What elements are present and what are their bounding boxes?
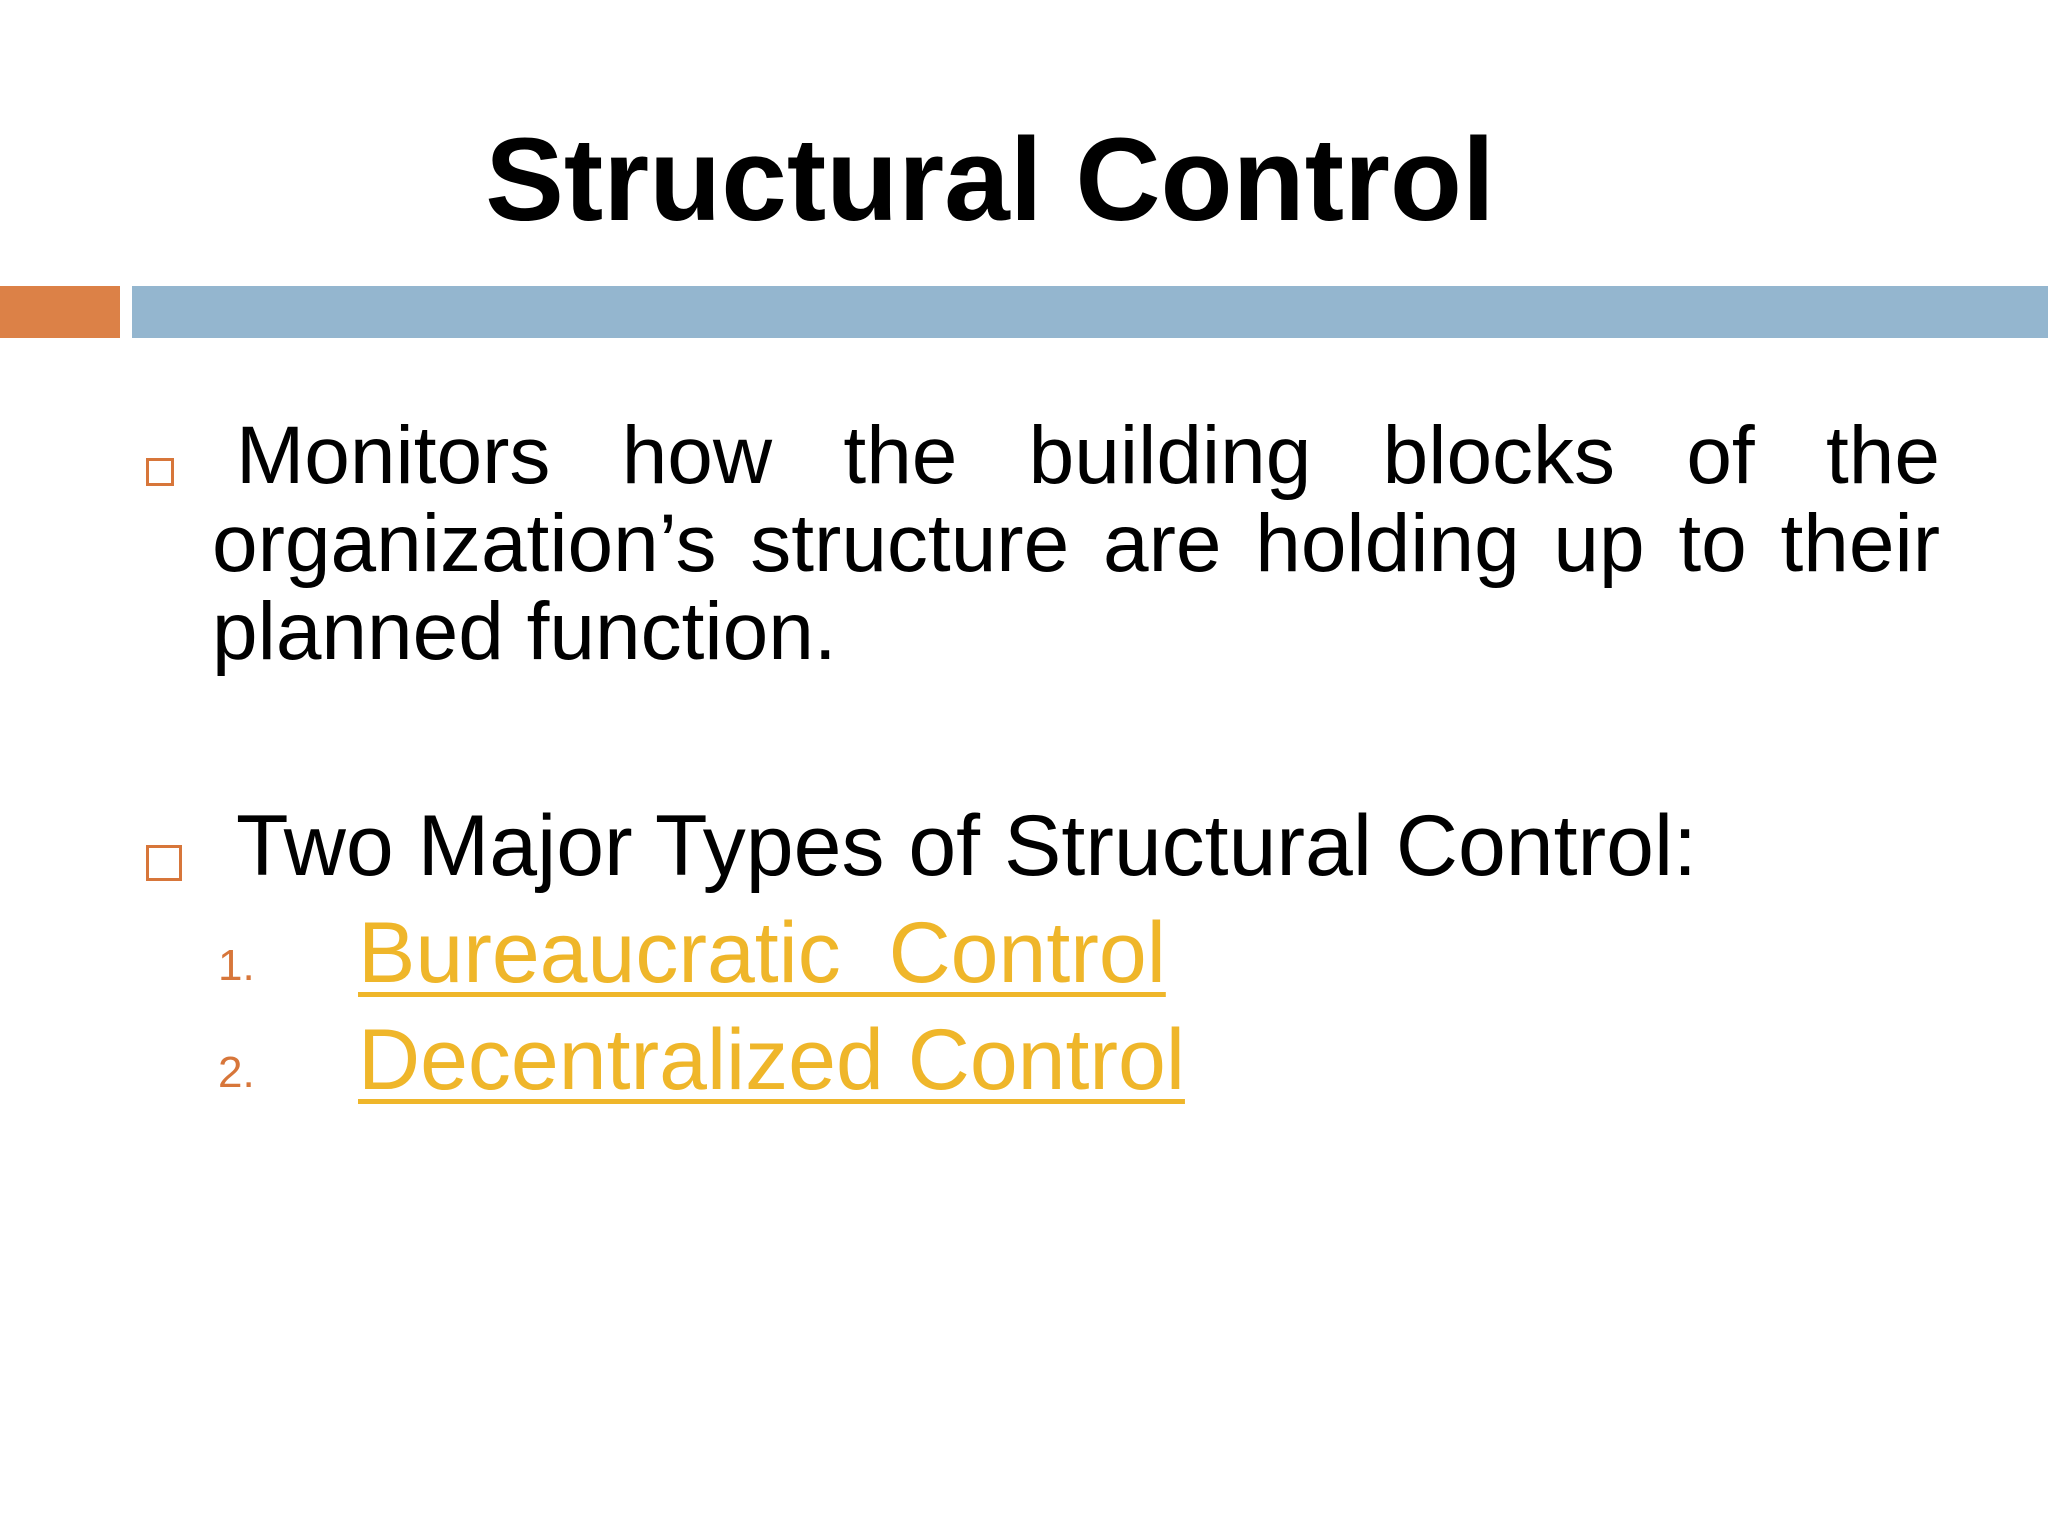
slide-title: Structural Control bbox=[485, 114, 1495, 246]
orange-accent-bar bbox=[0, 286, 120, 338]
bureaucratic-control-link[interactable]: Bureaucratic Control bbox=[358, 905, 1166, 1001]
blue-accent-bar bbox=[132, 286, 2048, 338]
bullet-text-monitors: Monitors how the building blocks of the organization’s structure are holding up to their planned function. bbox=[212, 410, 1940, 677]
hollow-square-icon bbox=[146, 458, 174, 486]
list-number: 1. bbox=[218, 941, 255, 990]
decentralized-control-link[interactable]: Decentralized Control bbox=[358, 1012, 1185, 1108]
hollow-square-icon bbox=[146, 845, 182, 881]
bullet-text-two-major-types: Two Major Types of Structural Control: bbox=[236, 798, 1697, 894]
list-number: 2. bbox=[218, 1048, 255, 1097]
